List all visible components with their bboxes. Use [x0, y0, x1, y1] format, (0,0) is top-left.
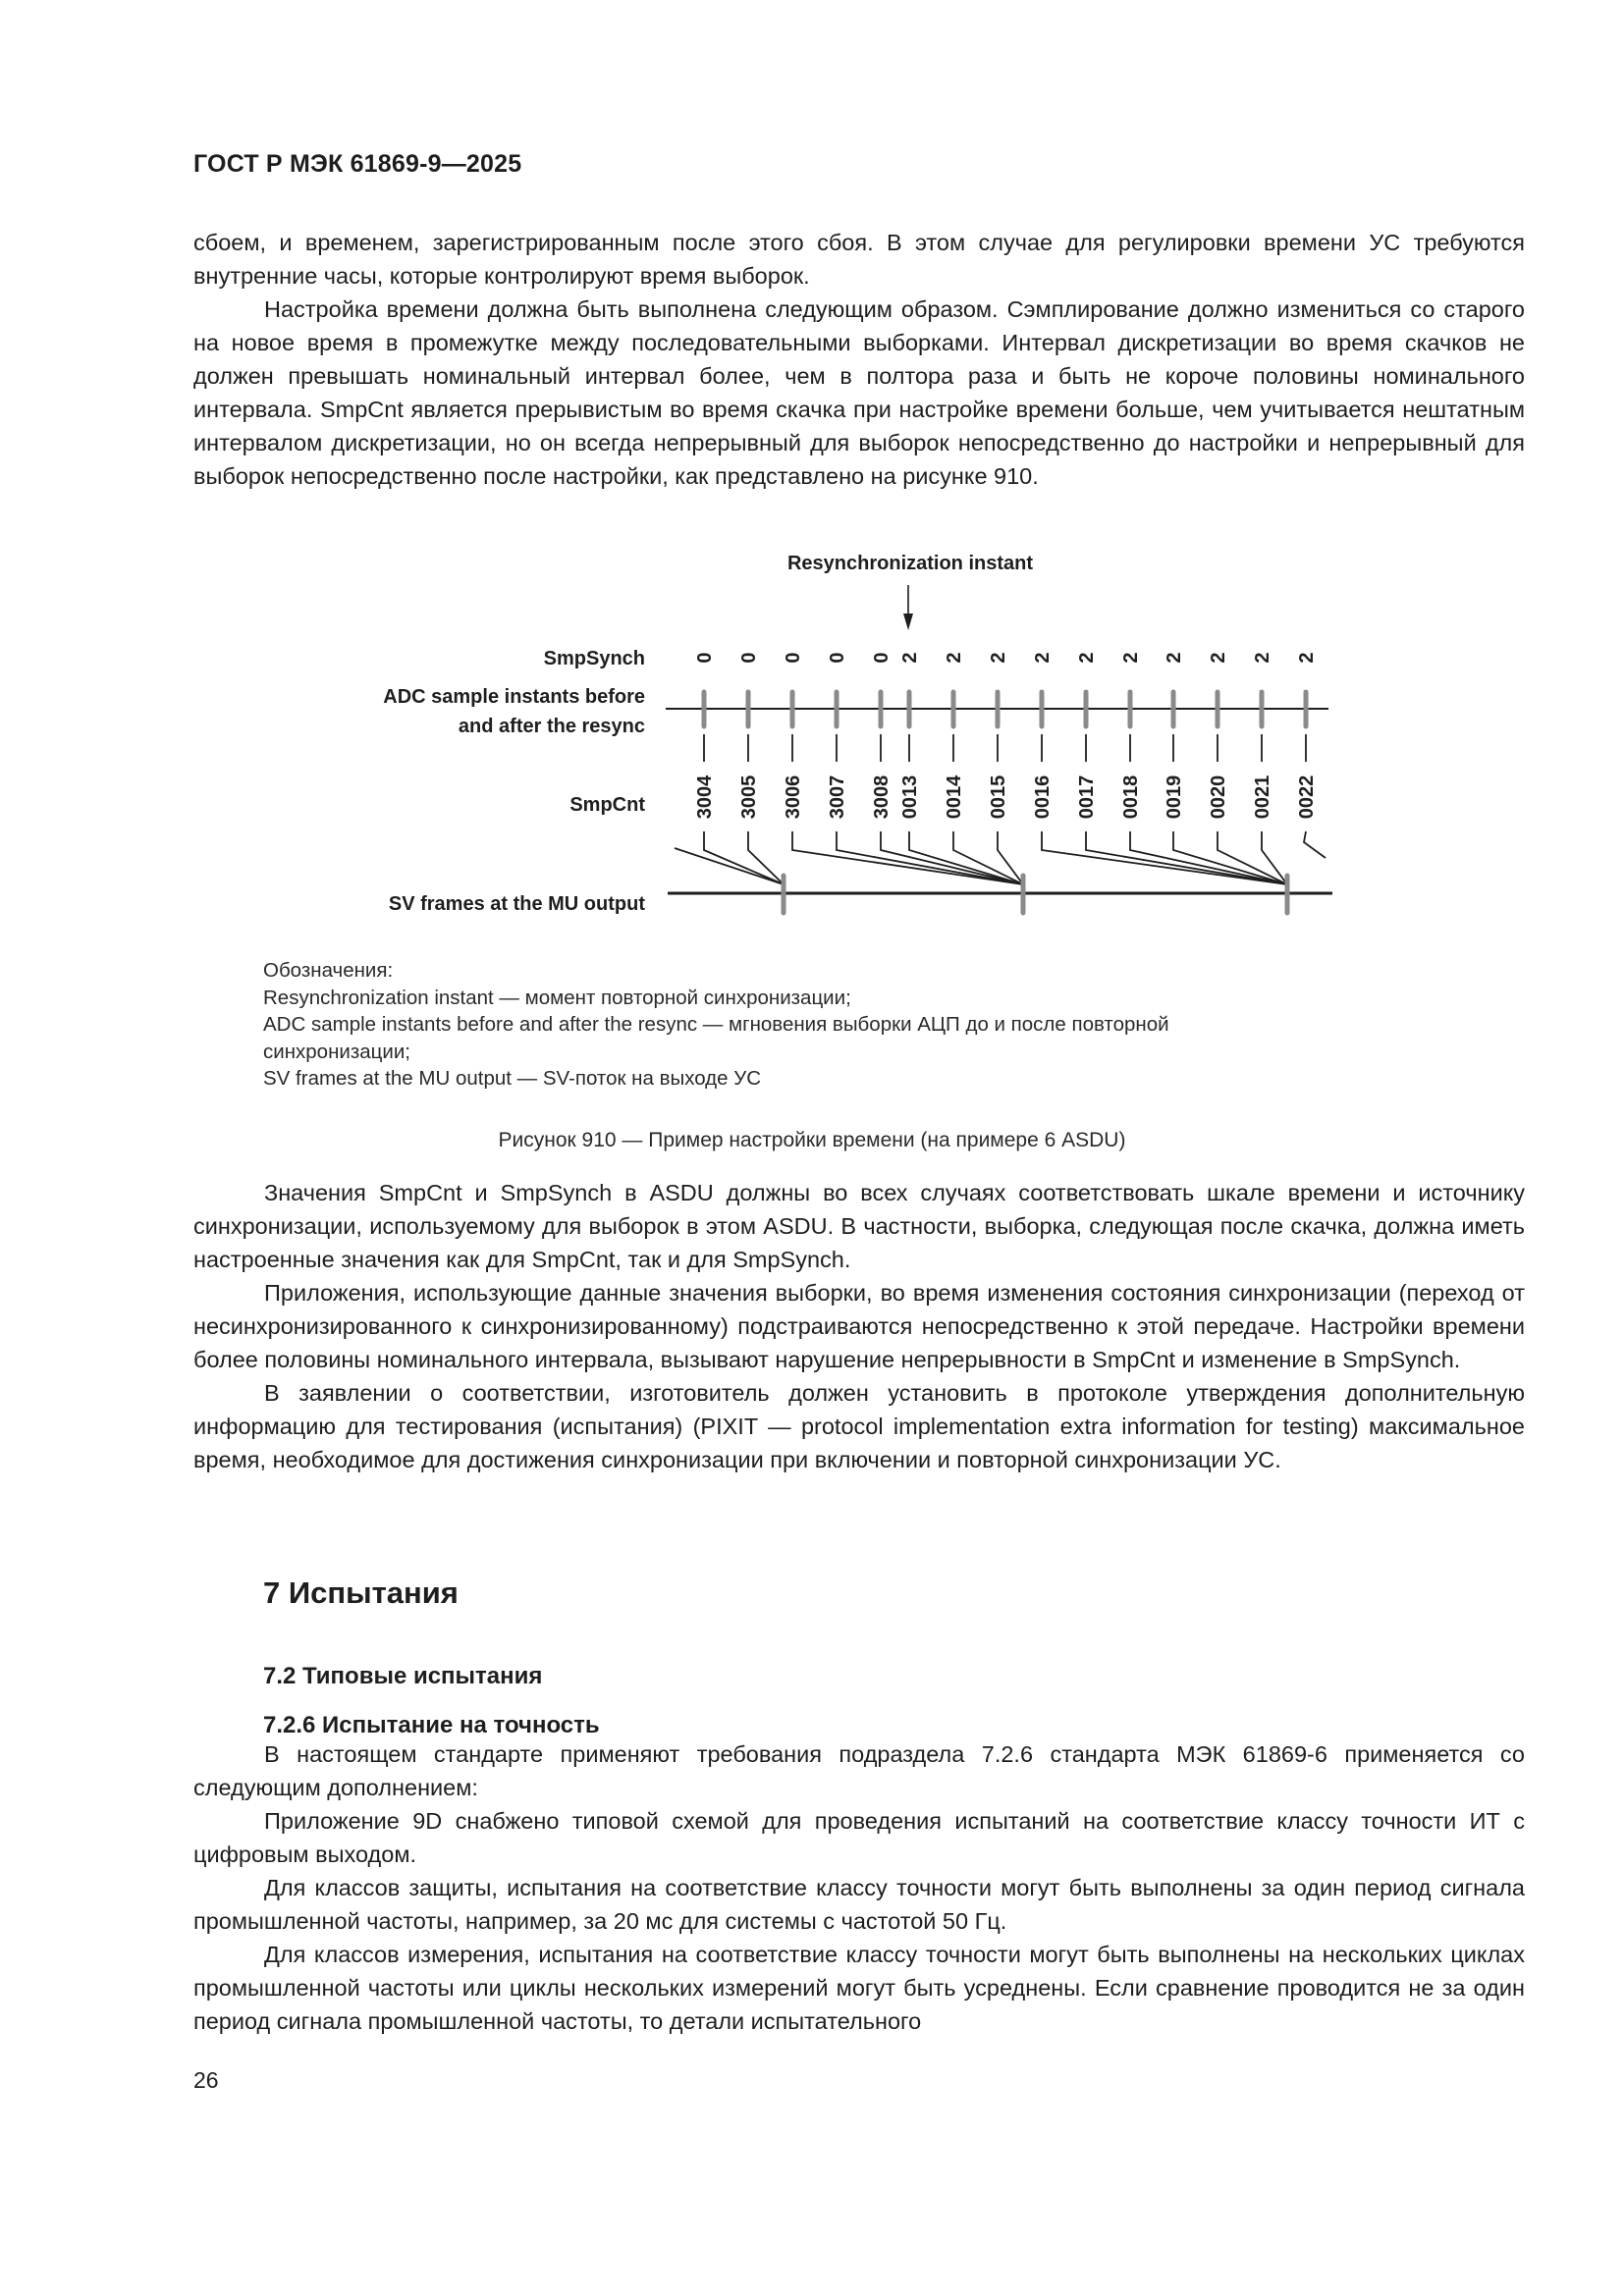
paragraph: В заявлении о соответствии, изготовитель должен установить в протоколе утверждения дополнительную информацию для тестирования (испытания) (PIXIT — protocol implementation extra information for testing) максимальное время, необходимое для достижения синхронизации при включении и повторной синхронизации УС.: [193, 1380, 1525, 1472]
smpsynch-value: 2: [1208, 652, 1229, 664]
legend-title: Обозначения:: [263, 959, 394, 982]
smpsynch-value: 0: [738, 652, 760, 664]
frame-leader-line: [1262, 831, 1287, 884]
frame-leader-line: [881, 831, 1023, 884]
paragraph: Приложение 9D снабжено типовой схемой для проведения испытаний на соответствие классу точности ИТ с цифровым выходом.: [193, 1808, 1525, 1867]
smpcnt-value: 3004: [694, 774, 716, 820]
smpsynch-value: 2: [988, 652, 1009, 664]
paragraph: Для классов защиты, испытания на соответствие классу точности могут быть выполнены за один период сигнала промышленной частоты, например, за 20 мс для системы с частотой 50 Гц.: [193, 1875, 1525, 1934]
paragraph: сбоем, и временем, зарегистрированным после этого сбоя. В этом случае для регулировки времени УС требуются внутренние часы, которые контролируют время выборок.: [193, 230, 1525, 289]
sample-column: [1164, 652, 1287, 884]
sample-column: [738, 652, 784, 884]
smpsynch-value: 2: [1120, 652, 1142, 664]
figure-time-adjustment-diagram: [0, 0, 1624, 942]
paragraph: Приложения, использующие данные значения выборки, во время изменения состояния синхронизации (переход от несинхронизированного к синхронизированному) подстраиваются непосредственно к этой передаче. Настройки времени более половины номинального интервала, вызывают нарушение непрерывности в SmpCnt и изменение в SmpSynch.: [193, 1280, 1525, 1372]
frame-leader-line: [675, 848, 784, 884]
sample-column: [1076, 652, 1287, 884]
sample-column: [944, 652, 1023, 884]
paragraph: В настоящем стандарте применяют требования подраздела 7.2.6 стандарта МЭК 61869-6 применяется со следующим дополнением:: [193, 1741, 1525, 1800]
sample-columns: [675, 652, 1326, 884]
smpcnt-value: 0013: [899, 774, 921, 820]
legend-item: ADC sample instants before and after the resync — мгновения выборки АЦП до и после повторной: [263, 1013, 1169, 1036]
smpsynch-value: 2: [1032, 652, 1054, 664]
smpcnt-value: 0020: [1208, 774, 1229, 820]
frame-leader-line: [704, 831, 784, 884]
sample-column: [988, 652, 1023, 884]
smpcnt-value: 0017: [1076, 774, 1098, 820]
sample-column: [1208, 652, 1287, 884]
smpsynch-value: 2: [1164, 652, 1185, 664]
sample-column: [1032, 652, 1287, 884]
legend-item: Resynchronization instant — момент повторной синхронизации;: [263, 986, 851, 1009]
row-label-adc-line1: ADC sample instants before: [383, 686, 645, 708]
row-label-smpcnt: SmpCnt: [569, 794, 645, 816]
smpcnt-value: 0022: [1296, 774, 1318, 820]
smpcnt-value: 0015: [988, 774, 1009, 820]
paragraph: Настройка времени должна быть выполнена следующим образом. Сэмплирование должно измениться со старого на новое время в промежутке между последовательными выборками. Интервал дискретизации во время скачков не должен превышать номинальный интервал более, чем в полтора раза и быть не короче половины номинального интервала. SmpCnt является прерывистым во время скачка при настройке времени больше, чем учитывается нештатным интервалом дискретизации, но он всегда непрерывный для выборок непосредственно до настройки и непрерывный для выборок непосредственно после настройки, как представлено на рисунке 910.: [193, 296, 1525, 489]
row-label-sv-frames: SV frames at the MU output: [388, 893, 645, 915]
smpcnt-value: 3007: [827, 774, 848, 820]
document-header: ГОСТ Р МЭК 61869-9—2025: [193, 150, 522, 178]
figure-caption: Рисунок 910 — Пример настройки времени (на примере 6 ASDU): [498, 1129, 1126, 1151]
smpcnt-value: 0019: [1164, 774, 1185, 820]
sample-column: [871, 652, 1023, 884]
smpsynch-value: 0: [783, 652, 804, 664]
smpsynch-value: 0: [694, 652, 716, 664]
smpcnt-value: 0016: [1032, 774, 1054, 820]
smpcnt-value: 0018: [1120, 774, 1142, 820]
frame-leader-line: [998, 831, 1023, 884]
sample-column: [1296, 652, 1326, 858]
text-block-smpcnt: [193, 1176, 1525, 1476]
smpsynch-value: 0: [871, 652, 893, 664]
smpsynch-value: 2: [1076, 652, 1098, 664]
sample-column: [827, 652, 1023, 884]
sample-column: [783, 652, 1023, 884]
legend-item: SV frames at the MU output — SV-поток на выходе УС: [263, 1067, 762, 1090]
sample-column: [694, 652, 784, 884]
smpsynch-value: 2: [1296, 652, 1318, 664]
smpsynch-value: 2: [944, 652, 965, 664]
section-heading-7-2-6: 7.2.6 Испытание на точность: [263, 1712, 600, 1738]
row-label-smpsynch: SmpSynch: [543, 648, 645, 669]
sample-column: [1252, 652, 1287, 884]
section-heading-7-2: 7.2 Типовые испытания: [263, 1663, 543, 1689]
figure-title-resync-instant: Resynchronization instant: [786, 553, 1034, 574]
legend-item: синхронизации;: [263, 1040, 410, 1063]
resync-arrow-icon: [903, 585, 913, 630]
smpsynch-value: 2: [1252, 652, 1273, 664]
frame-leader-line: [1086, 831, 1287, 884]
smpcnt-value: 0021: [1252, 774, 1273, 820]
paragraph: Для классов измерения, испытания на соответствие классу точности могут быть выполнены на нескольких циклах промышленной частоты или циклы нескольких измерений могут быть усреднены. Если сравнение проводится не за один период сигнала промышленной частоты, то детали испытательного: [193, 1942, 1525, 2034]
smpsynch-value: 0: [827, 652, 848, 664]
figure-legend: [263, 957, 1169, 1093]
page-number: 26: [193, 2067, 219, 2093]
paragraph: Значения SmpCnt и SmpSynch в ASDU должны во всех случаях соответствовать шкале времени и источнику синхронизации, используемому для выборок в этом ASDU. В частности, выборка, следующая после скачка, должна иметь настроенные значения как для SmpCnt, так и для SmpSynch.: [193, 1180, 1525, 1272]
text-block-accuracy-test: [193, 1737, 1525, 2038]
smpcnt-value: 3005: [738, 774, 760, 820]
section-heading-7: 7 Испытания: [263, 1575, 459, 1610]
smpcnt-value: 0014: [944, 774, 965, 820]
smpsynch-value: 2: [899, 652, 921, 664]
sample-column: [899, 652, 1023, 884]
smpcnt-value: 3008: [871, 774, 893, 820]
row-label-adc-line2: and after the resync: [458, 716, 645, 737]
smpcnt-value: 3006: [783, 774, 804, 820]
frame-leader-line: [1304, 831, 1326, 858]
